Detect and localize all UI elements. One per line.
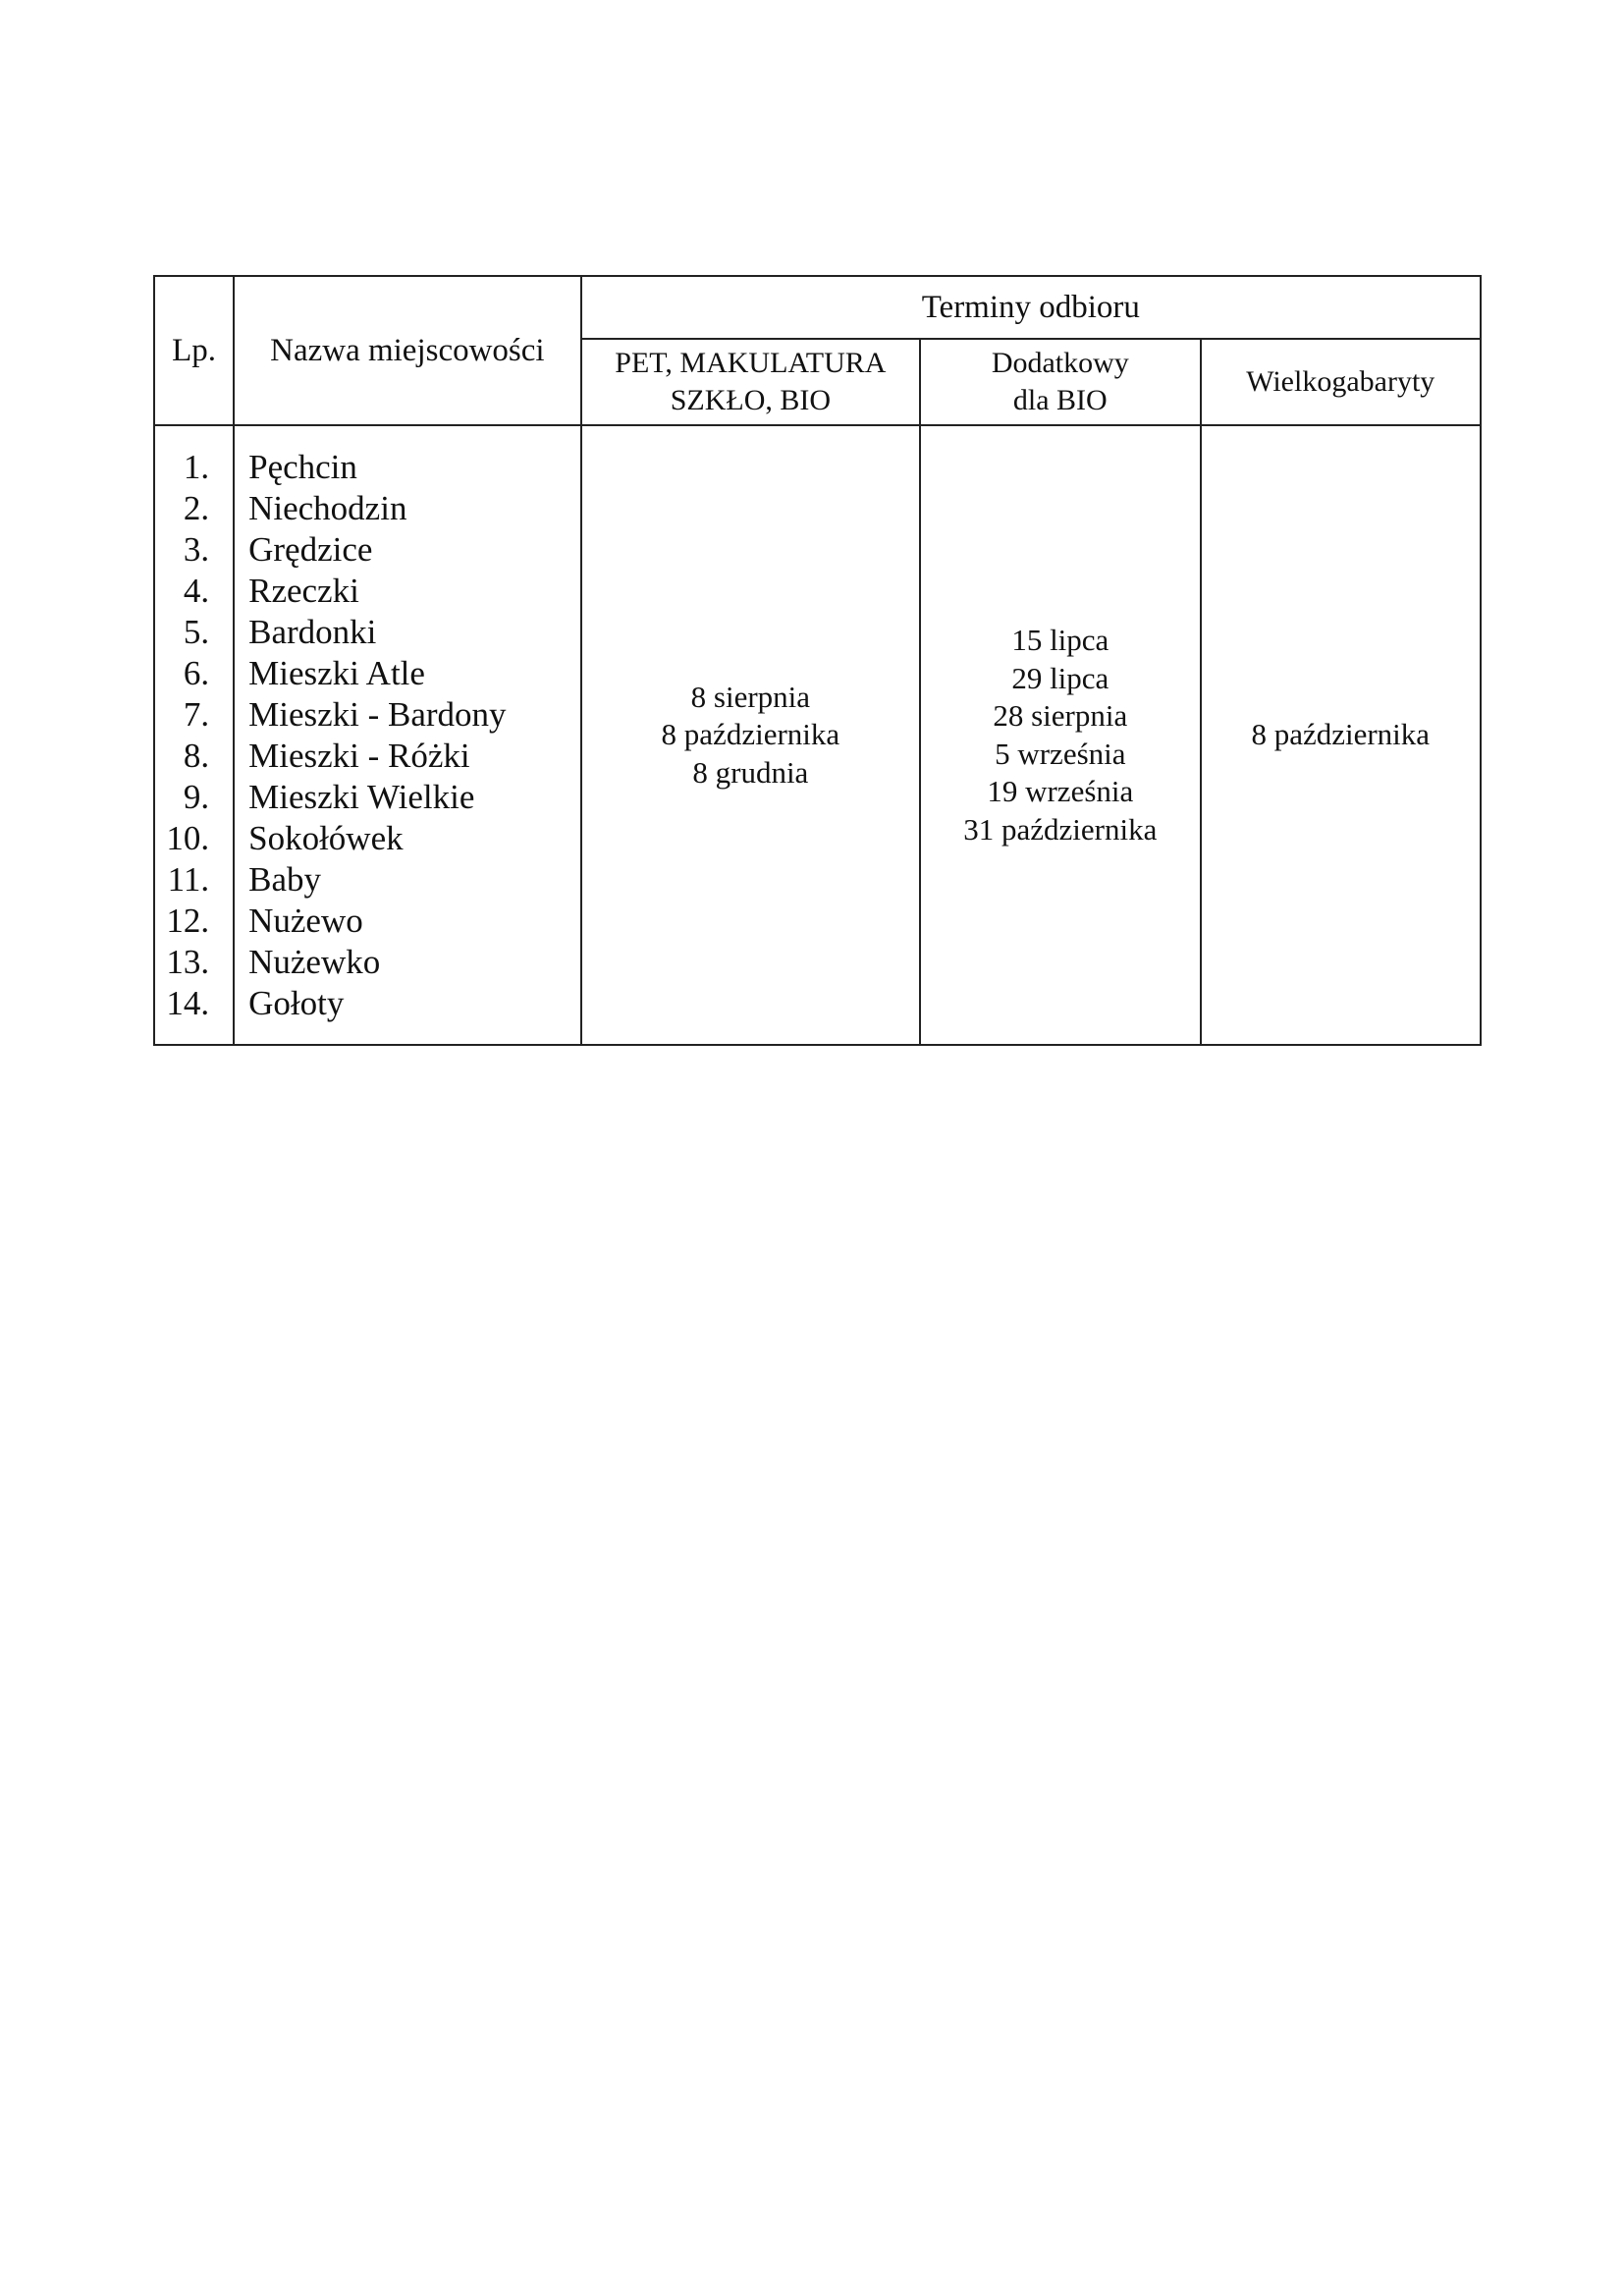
place-name: Baby — [248, 859, 321, 899]
wielko-date: 8 października — [1251, 717, 1431, 752]
header-pet-line-1: PET, MAKULATURA — [615, 347, 887, 379]
place-name: Mieszki - Różki — [248, 736, 470, 775]
row-number: 1. — [183, 447, 210, 486]
place-name: Gołoty — [248, 983, 345, 1022]
header-extra-bio — [920, 339, 1200, 425]
bio-date: 19 września — [987, 774, 1134, 808]
place-name: Sokołówek — [248, 818, 404, 857]
row-number: 12. — [166, 901, 210, 940]
row-number: 8. — [183, 736, 210, 775]
place-name: Nużewo — [248, 901, 363, 940]
place-name: Nużewko — [248, 942, 381, 981]
place-name: Rzeczki — [248, 571, 359, 610]
row-numbers-list — [155, 447, 233, 1024]
header-bulky-waste — [1201, 339, 1481, 425]
row-number: 7. — [183, 694, 210, 734]
bio-date: 5 września — [995, 736, 1126, 771]
header-wielko-line-1: Wielkogabaryty — [1246, 365, 1435, 398]
row-number: 13. — [166, 942, 210, 981]
header-pet-paper-glass-bio — [581, 339, 921, 425]
wielko-dates-cell — [1201, 425, 1481, 1045]
bio-dates-cell — [920, 425, 1200, 1045]
wielko-dates-list — [1202, 716, 1480, 754]
place-name: Niechodzin — [248, 488, 407, 527]
place-names-list — [235, 447, 580, 1024]
numbers-cell — [154, 425, 234, 1045]
place-name: Pęchcin — [248, 447, 357, 486]
bio-date: 15 lipca — [1011, 623, 1109, 657]
collection-schedule-table — [153, 275, 1482, 1046]
row-number: 11. — [167, 859, 210, 899]
bio-date: 29 lipca — [1011, 660, 1109, 695]
place-name: Bardonki — [248, 612, 377, 651]
place-name: Mieszki - Bardony — [248, 694, 507, 734]
header-collection-dates: Terminy odbioru — [581, 276, 1481, 339]
header-row-top — [154, 276, 1481, 339]
row-number: 2. — [183, 488, 210, 527]
pet-date: 8 października — [661, 717, 840, 752]
row-number: 3. — [183, 529, 210, 569]
row-number: 10. — [166, 818, 210, 857]
header-lp: Lp. — [154, 276, 234, 425]
places-cell — [234, 425, 581, 1045]
header-pet-line-2: SZKŁO, BIO — [670, 384, 832, 416]
pet-dates-list — [582, 679, 920, 793]
bio-dates-list — [921, 622, 1199, 848]
row-number: 5. — [183, 612, 210, 651]
bio-date: 31 października — [963, 811, 1158, 847]
header-bio-line-2: dla BIO — [1012, 384, 1108, 416]
row-number: 4. — [183, 571, 210, 610]
pet-date: 8 sierpnia — [690, 679, 811, 714]
row-number: 9. — [183, 777, 210, 816]
pet-dates-cell — [581, 425, 921, 1045]
place-name: Mieszki Wielkie — [248, 777, 475, 816]
header-place-name: Nazwa miejscowości — [234, 276, 581, 425]
header-bio-line-1: Dodatkowy — [991, 347, 1129, 379]
bio-date: 28 sierpnia — [993, 698, 1128, 733]
place-name: Mieszki Atle — [248, 653, 425, 692]
place-name: Grędzice — [248, 529, 373, 569]
row-number: 14. — [166, 983, 210, 1022]
pet-date: 8 grudnia — [692, 754, 809, 790]
row-number: 6. — [183, 653, 210, 692]
table-row — [154, 425, 1481, 1045]
